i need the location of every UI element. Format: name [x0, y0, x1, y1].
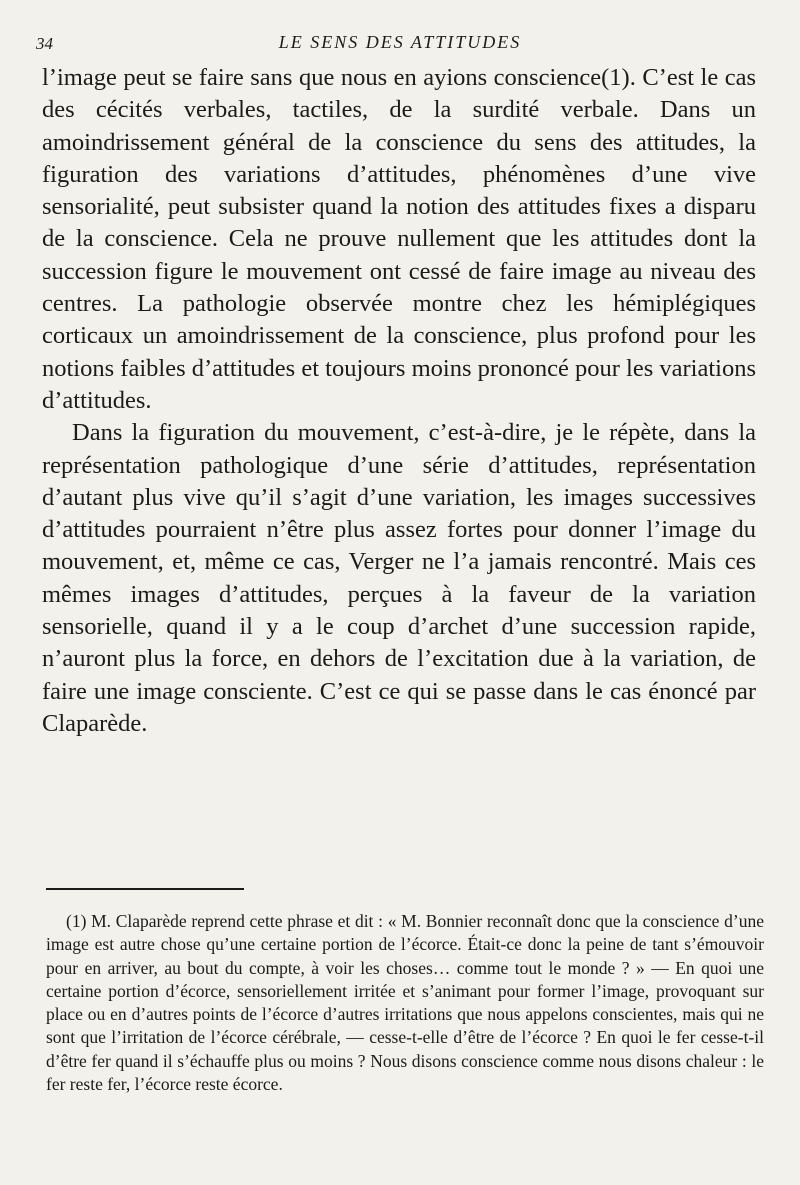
footnote-text: (1) M. Claparède reprend cette phrase et dit : « M. Bonnier reconnaît donc que la conscience d’une image est autre chose qu’une certaine portion de l’écorce. Était-ce donc la peine de tant s’émouvoir pour en arriver, au bout du compte, à voir les choses… comme tout le monde ? » — En quoi une certaine portion d’écorce, sensoriellement irritée et s’animant pour former l’image, provoquant sur place ou en d’autres points de l’écorce d’autres irritations que nous appelons conscientes, mais qui ne sont que l’irritation de l’écorce cérébrale, — cesse-t-elle d’être de l’écorce ? En quoi le fer cesse-t-il d’être fer quand il s’échauffe plus ou moins ? Nous disons conscience comme nous disons chaleur : le fer reste fer, l’écorce reste écorce. — [46, 911, 764, 1095]
page-number: 34 — [36, 34, 53, 53]
footnote — [46, 910, 764, 1096]
body-text — [42, 62, 756, 740]
running-head: LE SENS DES ATTITUDES — [278, 32, 522, 52]
paragraph: l’image peut se faire sans que nous en ayions conscience(1). C’est le cas des cécités verbales, tactiles, de la surdité verbale. Dans un amoindrissement général de la conscience du sens des attitudes, la figuration des variations d’attitudes, phénomènes d’une vive sensorialité, peut subsister quand la notion des attitudes fixes a disparu de la conscience. Cela ne prouve nullement que les attitudes dont la succession figure le mouvement ont cessé de faire image au niveau des centres. La pathologie observée montre chez les hémiplégiques corticaux un amoindrissement de la conscience, plus profond pour les notions faibles d’attitudes et toujours moins prononcé pour les variations d’attitudes. — [42, 64, 756, 414]
footnote-separator — [46, 888, 244, 890]
paragraph: Dans la figuration du mouvement, c’est-à-dire, je le répète, dans la représentation pathologique d’une série d’attitudes, représentation d’autant plus vive qu’il s’agit d’une variation, les images successives d’attitudes pourraient n’être plus assez fortes pour donner l’image du mouvement, et, même ce cas, Verger ne l’a jamais rencontré. Mais ces mêmes images d’attitudes, perçues à la faveur de la variation sensorielle, quand il y a le coup d’archet d’une succession rapide, n’auront plus la force, en dehors de l’excitation due à la variation, de faire une image consciente. C’est ce qui se passe dans le cas énoncé par Claparède. — [42, 419, 756, 737]
